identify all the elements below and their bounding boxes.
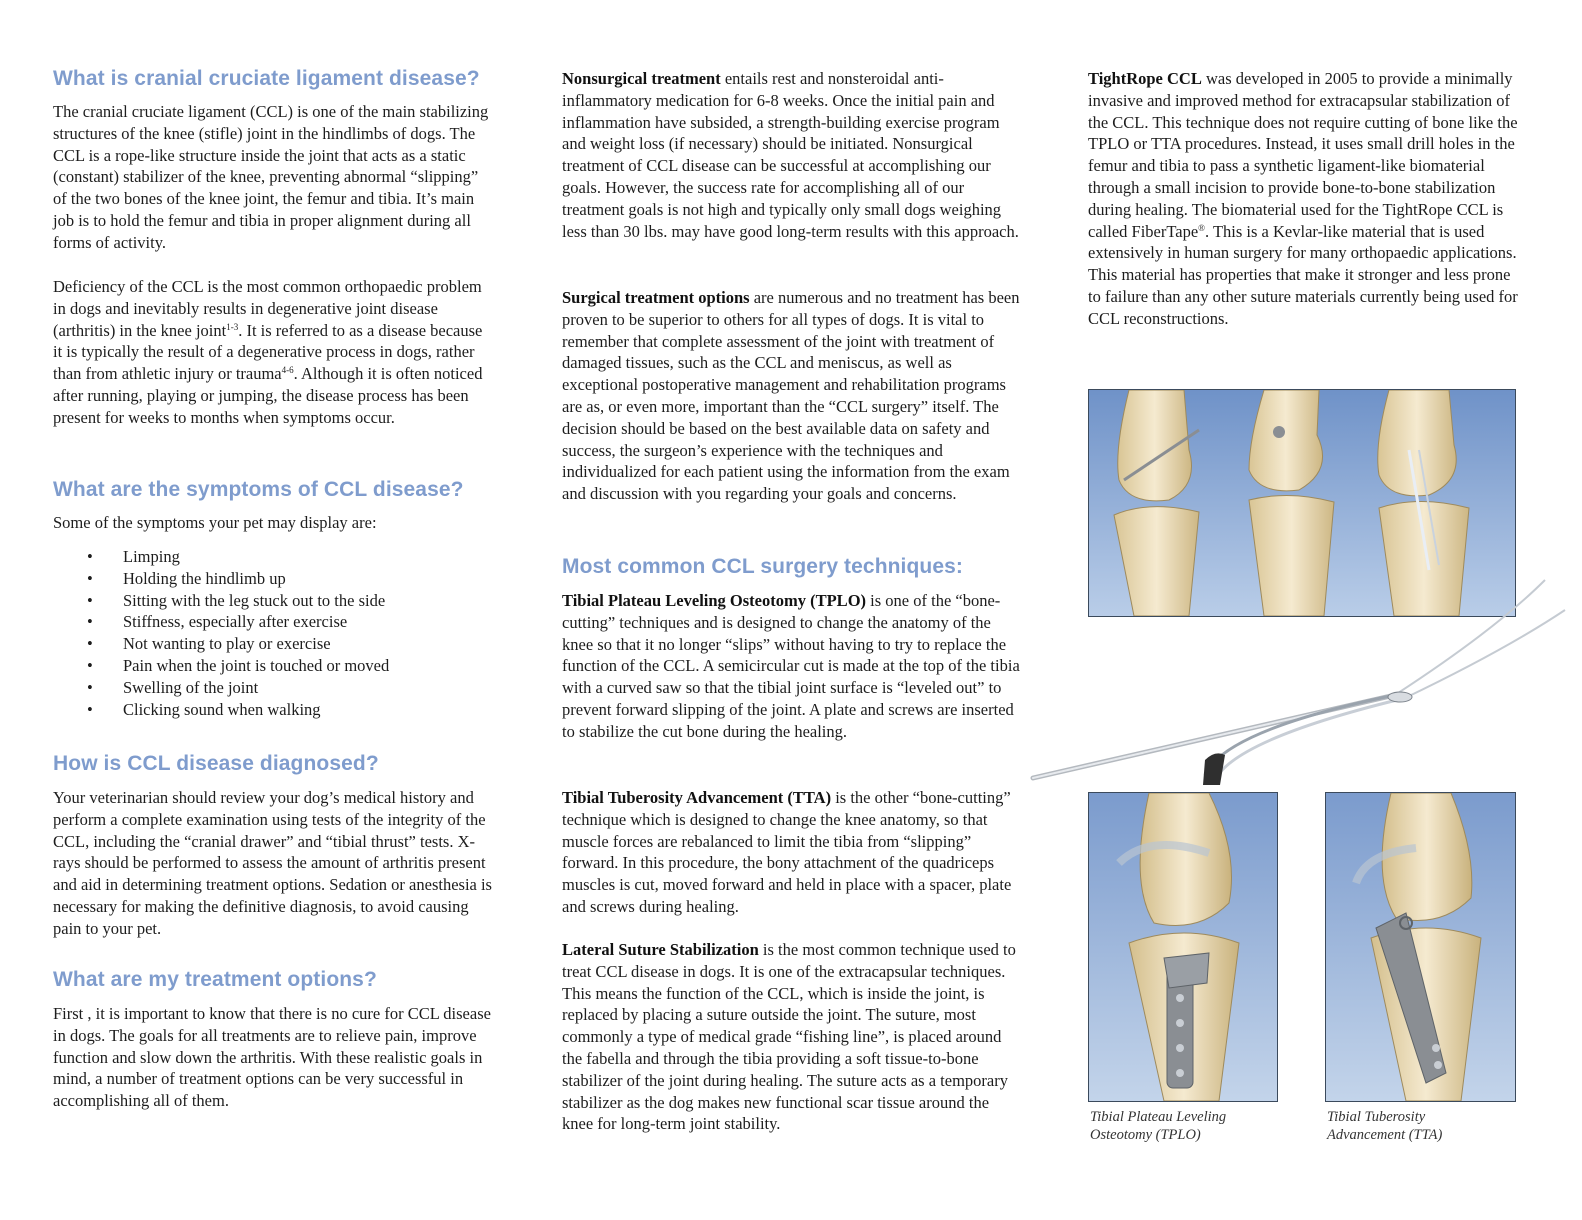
heading-treatment-options: What are my treatment options? (53, 968, 377, 991)
list-item: • Not wanting to play or exercise (53, 633, 389, 655)
symptom-list (53, 546, 389, 720)
tightrope-device-illustration (1025, 570, 1570, 790)
list-item: • Sitting with the leg stuck out to the side (53, 590, 389, 612)
caption-tplo: Tibial Plateau Leveling Osteotomy (TPLO) (1090, 1109, 1227, 1143)
para-nonsurgical: Nonsurgical treatment entails rest and nonsteroidal anti-inflammatory medication for 6-8 weeks. Once the initial pain and inflammation have subsided, a strength-building exercise program and weight loss (if necessary) should be initiated. Nonsurgical treatment of CCL disease can be successful at accomplishing our goals. However, the success rate for accomplishing all of our treatment goals is not high and typically only small dogs weighing less than 30 lbs. may have good long-term results with this approach. (562, 69, 1019, 241)
heading-symptoms: What are the symptoms of CCL disease? (53, 478, 464, 501)
list-item: • Holding the hindlimb up (53, 568, 389, 590)
para-ccl-deficiency: Deficiency of the CCL is the most common orthopaedic problem in dogs and inevitably results in degenerative joint disease (arthritis) in the knee joint$^{1-3}$. It is referred to as a disease because it is typically the result of a degenerative process in dogs, rather than from athletic injury or trauma$^{4-6}$. Although it is often noticed after running, playing or jumping, the disease process has been present for weeks to months when symptoms occur. (53, 277, 483, 427)
heading-what-is-ccl: What is cranial cruciate ligament disease? (53, 67, 480, 90)
para-tightrope: TightRope CCL was developed in 2005 to provide a minimally invasive and improved method for extracapsular stabilization of the CCL. This technique does not require cutting of bone like the TPLO or TTA procedures. Instead, it uses small drill holes in the femur and tibia to pass a synthetic ligament-like biomaterial through a small incision to provide bone-to-bone stabilization during healing. The biomaterial used for the TightRope CCL is called FiberTape®. This is a Kevlar-like material that is used extensively in human surgery for many orthopaedic applications. This material has properties that make it stronger and less prone to failure than any other suture materials currently being used for CCL reconstructions. (1088, 69, 1518, 328)
para-tta: Tibial Tuberosity Advancement (TTA) is the other “bone-cutting” technique which is designed to change the knee anatomy, so that muscle forces are rebalanced to limit the tibia from “slipping” forward. In this procedure, the bony attachment of the quadriceps muscles is cut, moved forward and held in place with a spacer, plate and screws during healing. (562, 788, 1012, 916)
heading-surgery-techniques: Most common CCL surgery techniques: (562, 555, 964, 578)
list-item: • Stiffness, especially after exercise (53, 611, 389, 633)
para-lateral-suture: Lateral Suture Stabilization is the most common technique used to treat CCL disease in dogs. It is one of the extracapsular techniques. This means the function of the CCL, which is inside the joint, is replaced by placing a suture outside the joint. The suture, most commonly a type of medical grade “fishing line”, is placed around the fabella and through the tibia providing a soft tissue-to-bone stabilizer of the joint during healing. The suture acts as a temporary stabilizer as the dog makes new functional scar tissue around the knee for long-term joint stability. (562, 940, 1016, 1134)
tplo-drawing (1089, 793, 1277, 1101)
para-symptoms-intro: Some of the symptoms your pet may display are: (53, 513, 377, 532)
list-item: • Swelling of the joint (53, 677, 389, 699)
heading-diagnosis: How is CCL disease diagnosed? (53, 752, 379, 775)
para-diagnosis: Your veterinarian should review your dog’s medical history and perform a complete examination using tests of the integrity of the CCL, including the “cranial drawer” and “tibial thrust” tests. X-rays should be performed to assess the amount of arthritis present and aid in determining treatment options. Sedation or anesthesia is necessary for making the definitive diagnosis, to avoid causing pain to your pet. (53, 788, 492, 938)
caption-tta: Tibial Tuberosity Advancement (TTA) (1327, 1109, 1443, 1143)
tta-drawing (1326, 793, 1515, 1101)
list-item: • Pain when the joint is touched or moved (53, 655, 389, 677)
list-item: • Limping (53, 546, 389, 568)
para-ccl-definition: The cranial cruciate ligament (CCL) is one of the main stabilizing structures of the knee (stifle) joint in the hindlimbs of dogs. The CCL is a rope-like structure inside the joint that acts as a static (constant) stabilizer of the knee, preventing abnormal “slipping” of the two bones of the knee joint, the femur and tibia. It’s main job is to hold the femur and tibia in proper alignment during all forms of activity. (53, 102, 489, 252)
list-item: • Clicking sound when walking (53, 699, 389, 721)
illustration-tta (1325, 792, 1516, 1102)
para-treatment-goals: First , it is important to know that there is no cure for CCL disease in dogs. The goals for all treatments are to relieve pain, improve function and slow down the arthritis. With these realistic goals in mind, a number of treatment options can be very successful in accomplishing all of them. (53, 1004, 491, 1111)
illustration-tplo (1088, 792, 1278, 1102)
para-surgical-options: Surgical treatment options are numerous and no treatment has been proven to be superior to others for all types of dogs. It is vital to remember that complete assessment of the joint with treatment of damaged tissues, such as the CCL and meniscus, as well as exceptional postoperative management and rehabilitation programs are as, or even more, important than the “CCL surgery” itself. The decision should be based on the best available data on safety and success, the surgeon’s experience with the techniques and individualized for each patient using the information from the exam and discussion with you regarding your goals and concerns. (562, 288, 1020, 504)
para-tplo: Tibial Plateau Leveling Osteotomy (TPLO) is one of the “bone-cutting” techniques and is designed to change the anatomy of the knee so that it no longer “slips” without having to try to replace the function of the CCL. A semicircular cut is made at the top of the tibia with a curved saw so that the tibial joint surface is “leveled out” to prevent forward slipping of the joint. A plate and screws are inserted to stabilize the cut bone during the healing. (562, 591, 1020, 741)
